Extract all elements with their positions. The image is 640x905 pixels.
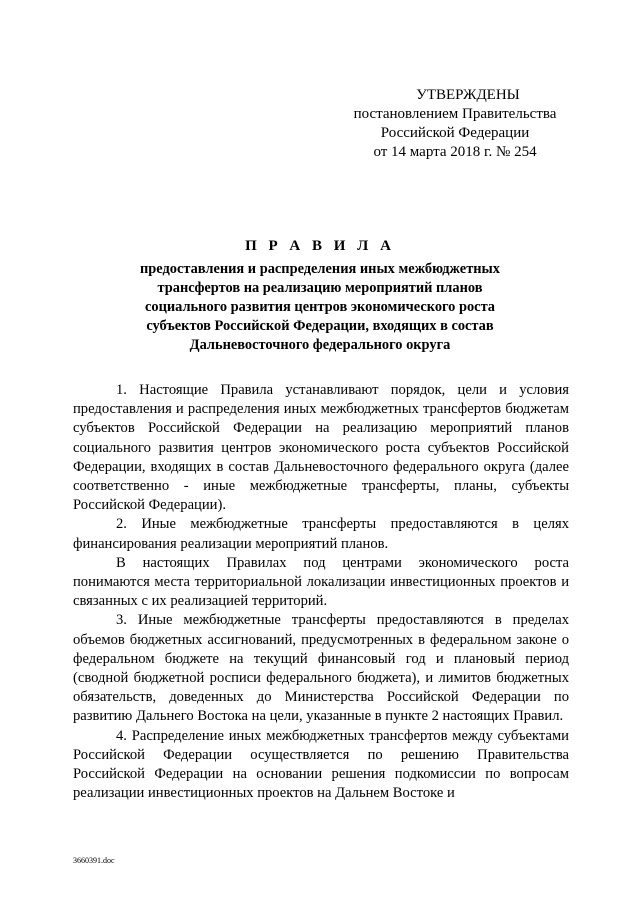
paragraph-4: 4. Распределение иных межбюджетных трансфертов между субъектами Российской Федерации осуществляется по решению Правительства Российской Федерации на основании решения подкомиссии по вопросам реализации инвестиционных проектов на Дальнем Востоке и — [73, 727, 569, 802]
subtitle-line: субъектов Российской Федерации, входящих в состав — [146, 318, 494, 334]
subtitle-line: Дальневосточного федерального округа — [189, 337, 451, 353]
subtitle-line: предоставления и распределения иных межбюджетных — [140, 261, 500, 277]
approval-stamp — [330, 86, 580, 162]
approval-title: УТВЕРЖДЕНЫ — [416, 87, 520, 103]
approval-line: Российской Федерации — [380, 125, 530, 141]
document-title — [70, 236, 570, 355]
document-body — [73, 381, 569, 803]
subtitle-line: трансфертов на реализацию мероприятий планов — [157, 280, 483, 296]
footer-doc-id: 3660391.doc — [73, 856, 115, 865]
paragraph-2-definition: В настоящих Правилах под центрами экономического роста понимаются места территориальной локализации инвестиционных проектов и связанных с их реализацией территорий. — [73, 554, 569, 610]
paragraph-2: 2. Иные межбюджетные трансферты предоставляются в целях финансирования реализации мероприятий планов. — [73, 516, 569, 552]
approval-line: от 14 марта 2018 г. № 254 — [373, 144, 537, 160]
paragraph-3: 3. Иные межбюджетные трансферты предоставляются в пределах объемов бюджетных ассигнований, предусмотренных в федеральном законе о федеральном бюджете на текущий финансовый год и плановый период (сводной бюджетной росписи федерального бюджета), и лимитов бюджетных обязательств, доведенных до Министерства Российской Федерации по развитию Дальнего Востока на цели, указанные в пункте 2 настоящих Правил. — [73, 612, 569, 725]
document-heading: П Р А В И Л А — [245, 238, 395, 254]
paragraph-1: 1. Настоящие Правила устанавливают порядок, цели и условия предоставления и распределения иных межбюджетных трансфертов бюджетам субъектов Российской Федерации на реализацию мероприятий планов социального развития центров экономического роста субъектов Российской Федерации, входящих в состав Дальневосточного федерального округа (далее соответственно - иные межбюджетные трансферты, планы, субъекты Российской Федерации). — [73, 382, 569, 514]
approval-line: постановлением Правительства — [353, 106, 557, 122]
subtitle-line: социального развития центров экономического роста — [144, 299, 496, 315]
